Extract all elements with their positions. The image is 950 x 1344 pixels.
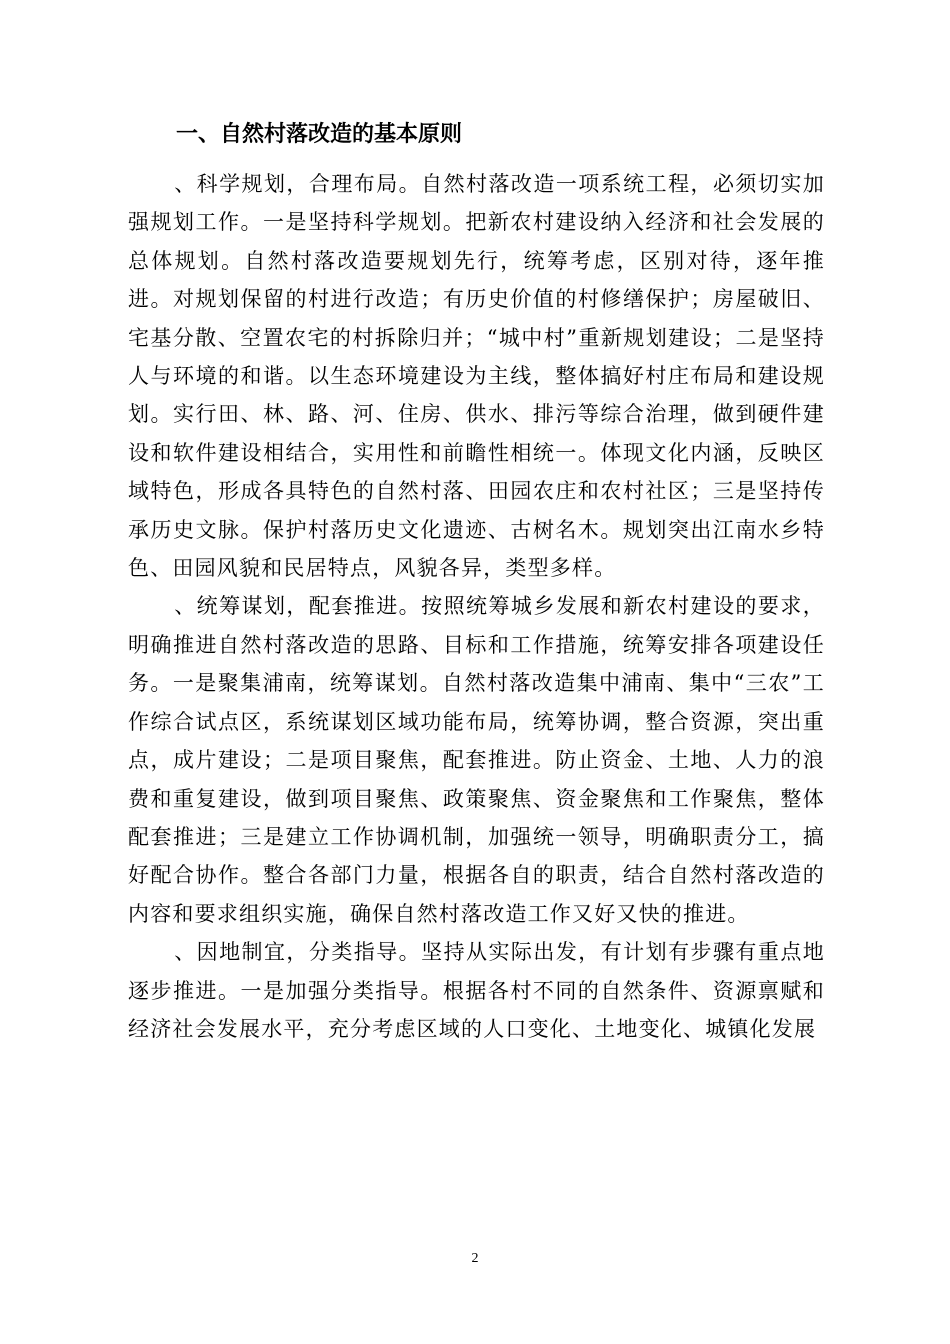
paragraph-3: 、因地制宜，分类指导。坚持从实际出发，有计划有步骤有重点地逐步推进。一是加强分类指导。根据各村不同的自然条件、资源禀赋和经济社会发展水平，充分考虑区域的人口变化、土地变化、城镇化发展	[128, 940, 825, 1041]
document-body	[128, 165, 825, 1048]
paragraph-2: 、统筹谋划，配套推进。按照统筹城乡发展和新农村建设的要求，明确推进自然村落改造的思路、目标和工作措施，统筹安排各项建设任务。一是聚集浦南，统筹谋划。自然村落改造集中浦南、集中“三农”工作综合试点区，系统谋划区域功能布局，统筹协调，整合资源，突出重点，成片建设；二是项目聚焦，配套推进。防止资金、土地、人力的浪费和重复建设，做到项目聚焦、政策聚焦、资金聚焦和工作聚焦，整体配套推进；三是建立工作协调机制，加强统一领导，明确职责分工，搞好配合协作。整合各部门力量，根据各自的职责，结合自然村落改造的内容和要求组织实施，确保自然村落改造工作又好又快的推进。	[128, 594, 825, 926]
page-heading: 一、自然村落改造的基本原则	[176, 122, 463, 147]
page-number: 2	[471, 1251, 479, 1266]
paragraph-1: 、科学规划，合理布局。自然村落改造一项系统工程，必须切实加强规划工作。一是坚持科学规划。把新农村建设纳入经济和社会发展的总体规划。自然村落改造要规划先行，统筹考虑，区别对待，逐年推进。对规划保留的村进行改造；有历史价值的村修缮保护；房屋破旧、宅基分散、空置农宅的村拆除归并；“城中村”重新规划建设；二是坚持人与环境的和谐。以生态环境建设为主线，整体搞好村庄布局和建设规划。实行田、林、路、河、住房、供水、排污等综合治理，做到硬件建设和软件建设相结合，实用性和前瞻性相统一。体现文化内涵，反映区域特色，形成各具特色的自然村落、田园农庄和农村社区；三是坚持传承历史文脉。保护村落历史文化遗迹、古树名木。规划突出江南水乡特色、田园风貌和民居特点，风貌各异，类型多样。	[128, 172, 825, 581]
